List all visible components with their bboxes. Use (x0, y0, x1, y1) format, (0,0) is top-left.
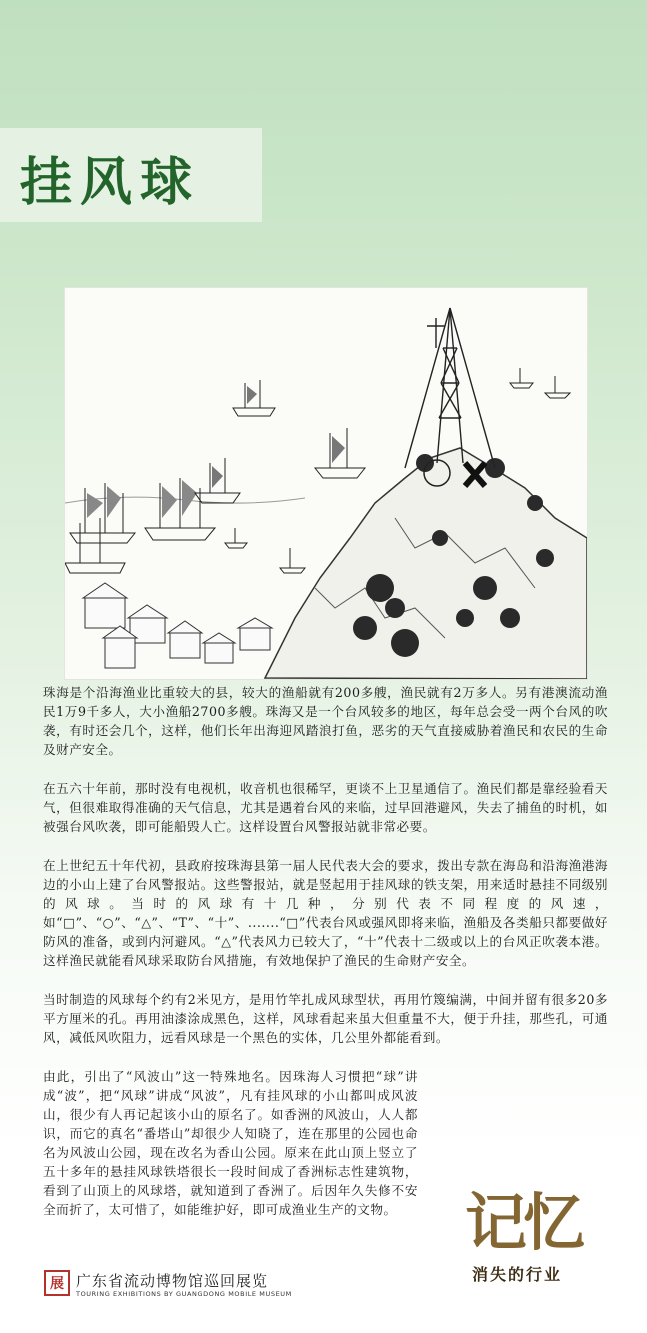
museum-logo: 展 (44, 1270, 70, 1296)
paragraph-4: 当时制造的风球每个约有2米见方，是用竹竿扎成风球型状，再用竹篾编满，中间并留有很多20多平方厘米的孔。再用油漆涂成黑色，这样，风球看起来虽大但重量不大，便于升挂，那些孔，可通风，减低风吹阻力，远看风球是一个黑色的实体，几公里外都能看到。 (43, 992, 608, 1045)
series-mark-subtitle: 消失的行业 (472, 1265, 563, 1284)
paragraph-5: 由此，引出了“风波山”这一特殊地名。因珠海人习惯把“球”讲成“波”，把“风球”讲成“风波”，凡有挂风球的小山都叫成风波山，很少有人再记起该小山的原名了。如香洲的风波山，人人都识，而它的真名“番塔山”却很少人知晓了，连在那里的公园也命名为风波山公园，现在改名为香山公园。原来在此山顶上竖立了五十多年的悬挂风球铁塔很长一段时间成了香洲标志性建筑物，看到了山顶上的风球塔，就知道到了香洲了。后因年久失修不安全而折了，太可惜了，如能维护好，即可成渔业生产的文物。 (43, 1069, 418, 1217)
series-mark-title: 记忆 (465, 1186, 582, 1259)
paragraph-1: 珠海是个沿海渔业比重较大的县，较大的渔船就有200多艘，渔民就有2万多人。另有港澳流动渔民1万9千多人，大小渔船2700多艘。珠海又是一个台风较多的地区，每年总会受一两个台风的吹袭，有时还会几个，这样，他们长年出海迎风踏浪打鱼，恶劣的天气直接威胁着渔民和农民的生命及财产安全。 (43, 685, 608, 757)
article-body (43, 683, 608, 1239)
page-title: 挂风球 (20, 152, 201, 213)
paragraph-2: 在五六十年前，那时没有电视机，收音机也很稀罕，更谈不上卫星通信了。渔民们都是靠经验看天气，但很难取得准确的天气信息，尤其是遇着台风的来临，过早回港避风，失去了捕鱼的时机，如被强台风吹袭，即可能船毁人亡。这样设置台风警报站就非常必要。 (43, 781, 608, 834)
museum-name-cn: 广东省流动博物馆巡回展览 (76, 1272, 269, 1290)
harbor-illustration (64, 287, 588, 680)
museum-name-en: TOURING EXHIBITIONS BY GUANGDONG MOBILE MUSEUM (76, 1290, 292, 1298)
ink-drawing-harbor-tower (65, 288, 587, 679)
paragraph-3: 在上世纪五十年代初，县政府按珠海县第一届人民代表大会的要求，拨出专款在海岛和沿海渔港海边的小山上建了台风警报站。这些警报站，就是竖起用于挂风球的铁支架，用来适时悬挂不同级别的风球。当时的风球有十几种，分别代表不同程度的风速，如“□”、“○”、“△”、“T”、“十”、.......“□”代表台风或强风即将来临，渔船及各类船只都要做好防风的准备，或到内河避风。“△”代表风力已较大了，“十”代表十二级或以上的台风正吹袭本港。这样渔民就能看风球采取防台风措施，有效地保护了渔民的生命财产安全。 (43, 858, 608, 968)
